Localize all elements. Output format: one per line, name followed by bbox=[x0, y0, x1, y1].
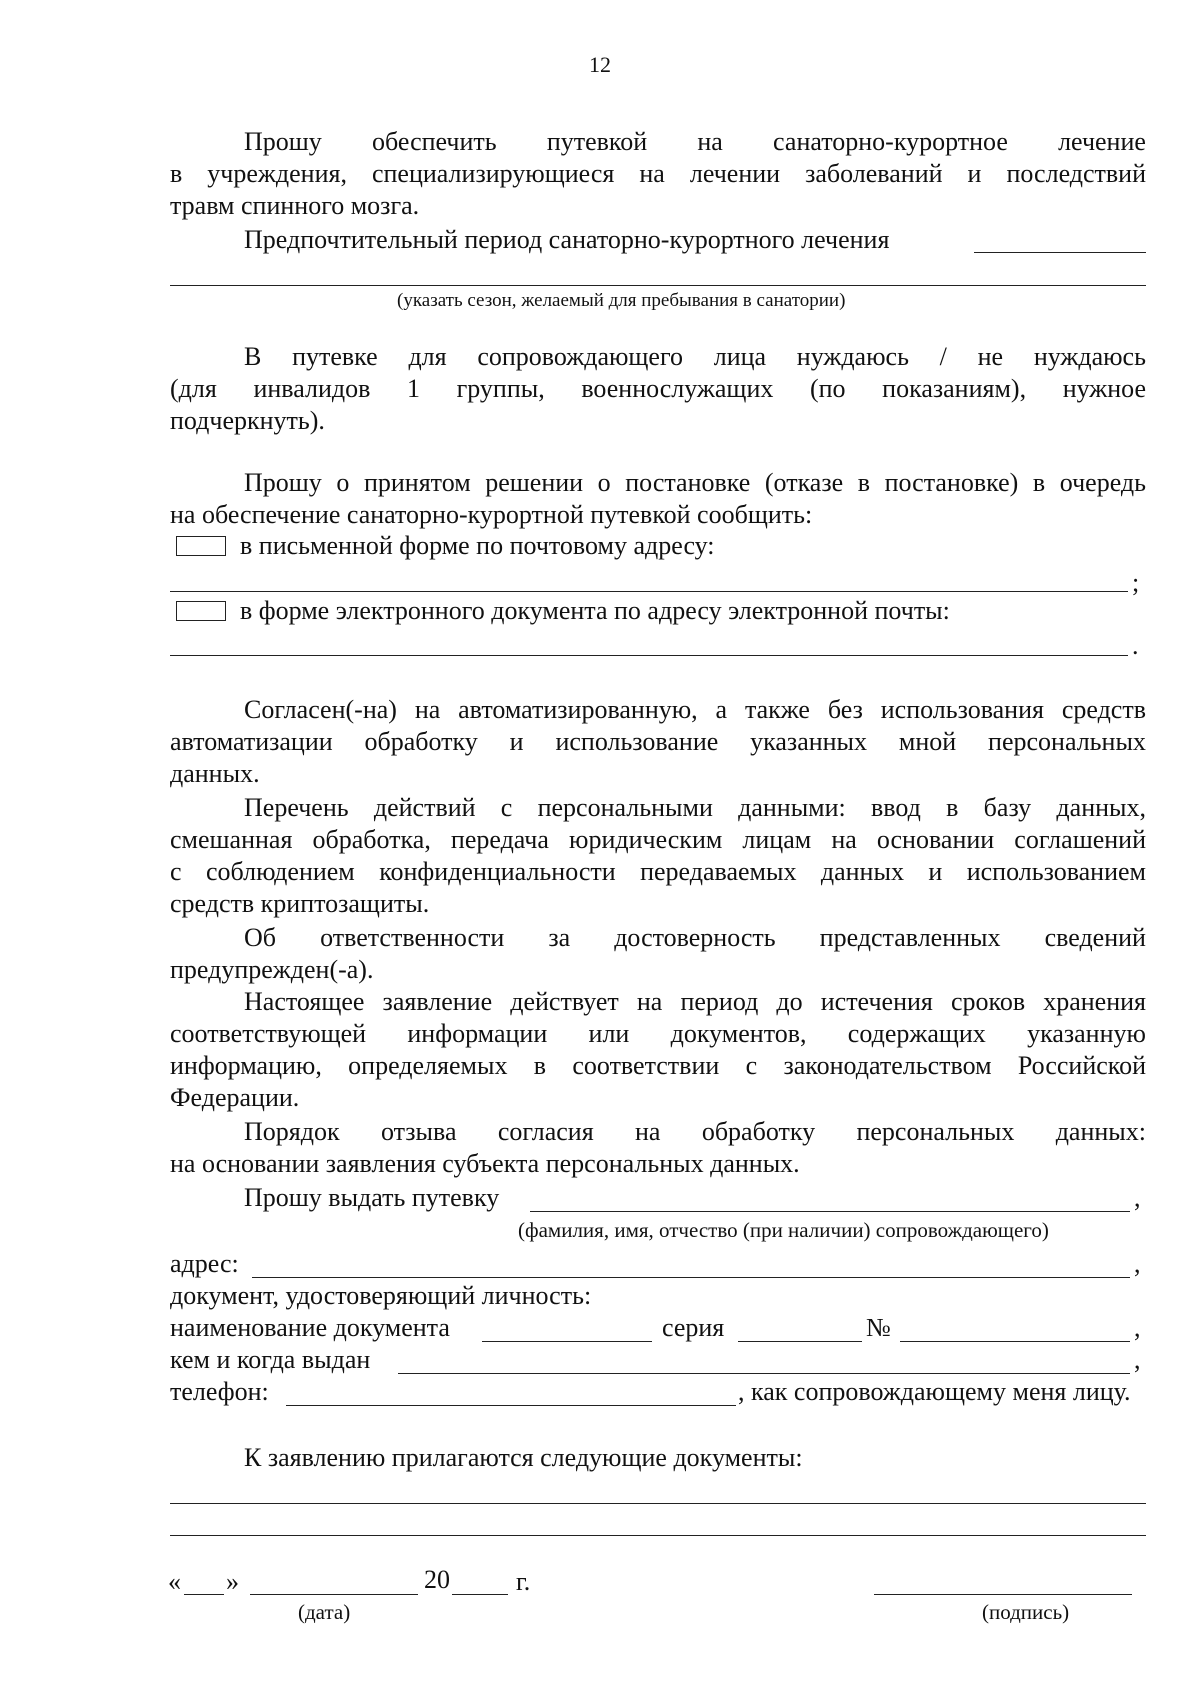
consent-p4-line-4: Федерации. bbox=[170, 1083, 300, 1112]
preferred-period-field[interactable] bbox=[974, 252, 1146, 253]
preferred-period-hint: (указать сезон, желаемый для пребывания в санатории) bbox=[397, 290, 846, 311]
mail-option-label: в письменной форме по почтовому адресу: bbox=[240, 531, 715, 560]
doc-name-field[interactable] bbox=[482, 1341, 652, 1342]
signature-hint: (подпись) bbox=[982, 1600, 1070, 1624]
consent-p2-line-3: с соблюдением конфиденциальности передаваемых данных и использованием bbox=[170, 857, 1146, 886]
email-address-field[interactable] bbox=[170, 655, 1128, 656]
notify-line-2: на обеспечение санаторно-курортной путевкой сообщить: bbox=[170, 500, 813, 529]
request-line-3: травм спинного мозга. bbox=[170, 191, 420, 220]
consent-p3-line-2: предупрежден(-а). bbox=[170, 955, 374, 984]
phone-field[interactable] bbox=[286, 1405, 736, 1406]
issued-label: кем и когда выдан bbox=[170, 1345, 371, 1374]
email-option-label: в форме электронного документа по адресу электронной почты: bbox=[240, 596, 950, 625]
consent-p4-line-2: соответствующей информации или документов, содержащих указанную bbox=[170, 1019, 1146, 1048]
date-year-suffix: г. bbox=[516, 1567, 531, 1596]
address-label: адрес: bbox=[170, 1249, 239, 1278]
date-quote-open: « bbox=[168, 1567, 181, 1596]
consent-p4-line-3: информацию, определяемых в соответствии с законодательством Российской bbox=[170, 1051, 1146, 1080]
issued-end: , bbox=[1134, 1345, 1141, 1374]
attachments-field-2[interactable] bbox=[170, 1535, 1146, 1536]
request-line-1: Прошу обеспечить путевкой на санаторно-курортное лечение bbox=[244, 127, 1146, 156]
date-month-field[interactable] bbox=[250, 1594, 418, 1595]
companion-name-hint: (фамилия, имя, отчество (при наличии) сопровождающего) bbox=[518, 1218, 1049, 1242]
consent-p5-line-2: на основании заявления субъекта персональных данных. bbox=[170, 1149, 800, 1178]
series-label: серия bbox=[662, 1313, 725, 1342]
companion-line-3: подчеркнуть). bbox=[170, 406, 325, 435]
consent-p2-line-2: смешанная обработка, передача юридическим лицам на основании соглашений bbox=[170, 825, 1146, 854]
companion-line-1: В путевке для сопровождающего лица нуждаюсь / не нуждаюсь bbox=[244, 342, 1146, 371]
preferred-period-label: Предпочтительный период санаторно-курортного лечения bbox=[244, 225, 890, 254]
consent-p2-line-1: Перечень действий с персональными данными: ввод в базу данных, bbox=[244, 793, 1146, 822]
phone-suffix: , как сопровождающему меня лицу. bbox=[738, 1377, 1131, 1406]
mail-address-end: ; bbox=[1132, 568, 1140, 597]
number-field[interactable] bbox=[900, 1341, 1130, 1342]
consent-p3-line-1: Об ответственности за достоверность представленных сведений bbox=[244, 923, 1146, 952]
mail-address-field[interactable] bbox=[170, 591, 1128, 592]
request-line-2: в учреждения, специализирующиеся на лечении заболеваний и последствий bbox=[170, 159, 1146, 188]
number-label: № bbox=[866, 1313, 891, 1342]
consent-p1-line-1: Согласен(-на) на автоматизированную, а также без использования средств bbox=[244, 695, 1146, 724]
mail-option-checkbox[interactable] bbox=[176, 536, 226, 556]
address-field[interactable] bbox=[252, 1277, 1130, 1278]
date-hint: (дата) bbox=[298, 1600, 351, 1624]
consent-p2-line-4: средств криптозащиты. bbox=[170, 889, 430, 918]
attachments-label: К заявлению прилагаются следующие документы: bbox=[244, 1443, 803, 1472]
consent-p4-line-1: Настоящее заявление действует на период до истечения сроков хранения bbox=[244, 987, 1146, 1016]
preferred-period-field-line-2[interactable] bbox=[170, 285, 1146, 286]
attachments-field-1[interactable] bbox=[170, 1503, 1146, 1504]
doc-name-label: наименование документа bbox=[170, 1313, 450, 1342]
date-year-field[interactable] bbox=[452, 1594, 508, 1595]
email-option-checkbox[interactable] bbox=[176, 601, 226, 621]
series-field[interactable] bbox=[738, 1341, 862, 1342]
signature-field[interactable] bbox=[874, 1594, 1132, 1595]
doc-end: , bbox=[1134, 1313, 1141, 1342]
voucher-label: Прошу выдать путевку bbox=[244, 1183, 500, 1212]
page-number: 12 bbox=[589, 52, 611, 77]
companion-line-2: (для инвалидов 1 группы, военнослужащих (по показаниям), нужное bbox=[170, 374, 1146, 403]
date-quote-close: » bbox=[226, 1567, 239, 1596]
id-document-label: документ, удостоверяющий личность: bbox=[170, 1281, 592, 1310]
phone-label: телефон: bbox=[170, 1377, 269, 1406]
consent-p5-line-1: Порядок отзыва согласия на обработку персональных данных: bbox=[244, 1117, 1146, 1146]
address-end: , bbox=[1134, 1249, 1141, 1278]
email-address-end: . bbox=[1132, 631, 1139, 660]
date-day-field[interactable] bbox=[184, 1594, 224, 1595]
consent-p1-line-2: автоматизации обработку и использование указанных мной персональных bbox=[170, 727, 1146, 756]
date-year-prefix: 20 bbox=[424, 1565, 450, 1594]
notify-line-1: Прошу о принятом решении о постановке (отказе в постановке) в очередь bbox=[244, 468, 1146, 497]
consent-p1-line-3: данных. bbox=[170, 759, 260, 788]
companion-name-field[interactable] bbox=[530, 1211, 1130, 1212]
issued-field[interactable] bbox=[398, 1373, 1130, 1374]
voucher-end: , bbox=[1134, 1183, 1141, 1212]
